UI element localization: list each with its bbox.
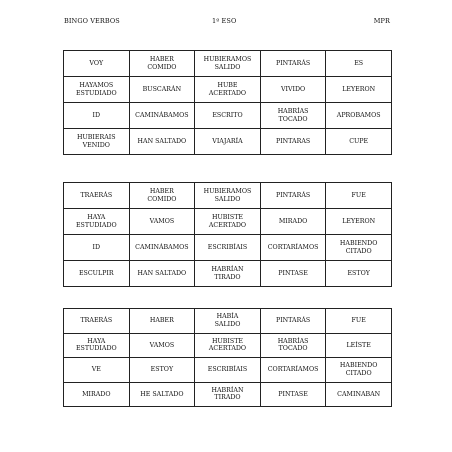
bingo-cell: CAMINABAN <box>326 382 392 407</box>
bingo-row <box>64 209 392 235</box>
bingo-cell: HE SALTADO <box>129 382 195 407</box>
bingo-row <box>64 129 392 155</box>
bingo-cell: ESCRITO <box>195 103 261 129</box>
bingo-cell: ESTOY <box>129 358 195 383</box>
bingo-row <box>64 183 392 209</box>
bingo-cell: HABÍA SALIDO <box>195 309 261 334</box>
bingo-card-3 <box>63 308 392 407</box>
bingo-cell: HABRÍAS TOCADO <box>260 103 326 129</box>
bingo-cell: LEYERON <box>326 77 392 103</box>
bingo-card-2 <box>63 182 392 287</box>
bingo-cell: VOY <box>64 51 130 77</box>
bingo-cell: HABRÍAN TIRADO <box>195 382 261 407</box>
bingo-cell: PINTARÁS <box>260 51 326 77</box>
bingo-cell: VAMOS <box>129 333 195 358</box>
bingo-cell: LEYERON <box>326 209 392 235</box>
bingo-cell: CORTARÍAMOS <box>260 358 326 383</box>
bingo-cell: PINTARÁS <box>260 309 326 334</box>
bingo-cell: PINTARÁS <box>260 183 326 209</box>
bingo-cell: PINTASE <box>260 382 326 407</box>
bingo-row <box>64 51 392 77</box>
bingo-cell: APROBAMOS <box>326 103 392 129</box>
bingo-cell: ES <box>326 51 392 77</box>
bingo-cell: HUBIERAMOS SALIDO <box>195 51 261 77</box>
bingo-cell: PINTARAS <box>260 129 326 155</box>
bingo-cell: CAMINÁBAMOS <box>129 103 195 129</box>
bingo-cell: HUBISTE ACERTADO <box>195 333 261 358</box>
bingo-cell: VIAJARÍA <box>195 129 261 155</box>
bingo-row <box>64 235 392 261</box>
bingo-cell: FUE <box>326 183 392 209</box>
bingo-cell: HABRÍAS TOCADO <box>260 333 326 358</box>
bingo-cell: CORTARÍAMOS <box>260 235 326 261</box>
bingo-row <box>64 333 392 358</box>
bingo-cell: ESCRIBÍAIS <box>195 358 261 383</box>
bingo-row <box>64 382 392 407</box>
bingo-cell: ID <box>64 235 130 261</box>
bingo-cell: HABIENDO CITADO <box>326 235 392 261</box>
bingo-cell: HUBE ACERTADO <box>195 77 261 103</box>
bingo-row <box>64 77 392 103</box>
bingo-card-1 <box>63 50 392 155</box>
bingo-cell: HABER COMIDO <box>129 183 195 209</box>
bingo-row <box>64 261 392 287</box>
bingo-cell: BUSCARÁN <box>129 77 195 103</box>
bingo-row <box>64 309 392 334</box>
bingo-cell: HAN SALTADO <box>129 261 195 287</box>
header-title: BINGO VERBOS <box>64 17 120 25</box>
bingo-cell: ESCRIBÍAIS <box>195 235 261 261</box>
bingo-cell: LEÍSTE <box>326 333 392 358</box>
bingo-cell: HABER <box>129 309 195 334</box>
bingo-cell: ESTOY <box>326 261 392 287</box>
page-header <box>64 17 390 29</box>
bingo-cell: ID <box>64 103 130 129</box>
bingo-cell: CAMINÁBAMOS <box>129 235 195 261</box>
bingo-cell: TRAERÁS <box>64 309 130 334</box>
bingo-row <box>64 103 392 129</box>
bingo-cell: MIRADO <box>260 209 326 235</box>
bingo-cell: HUBIERAMOS SALIDO <box>195 183 261 209</box>
bingo-cell: TRAERÁS <box>64 183 130 209</box>
bingo-cell: FUE <box>326 309 392 334</box>
header-course: 1º ESO <box>212 17 237 25</box>
bingo-cell: HABIENDO CITADO <box>326 358 392 383</box>
bingo-cell: HAN SALTADO <box>129 129 195 155</box>
bingo-cell: VAMOS <box>129 209 195 235</box>
bingo-cell: HABRÍAN TIRADO <box>195 261 261 287</box>
header-author-initials: MPR <box>373 17 390 25</box>
bingo-cell: VE <box>64 358 130 383</box>
bingo-cell: HUBIERAIS VENIDO <box>64 129 130 155</box>
bingo-cell: HAYAMOS ESTUDIADO <box>64 77 130 103</box>
bingo-cell: HAYA ESTUDIADO <box>64 209 130 235</box>
bingo-cell: ESCULPIR <box>64 261 130 287</box>
bingo-cell: MIRADO <box>64 382 130 407</box>
bingo-cell: PINTASE <box>260 261 326 287</box>
bingo-row <box>64 358 392 383</box>
bingo-cell: CUPE <box>326 129 392 155</box>
bingo-cell: HAYA ESTUDIADO <box>64 333 130 358</box>
bingo-cell: HUBISTE ACERTADO <box>195 209 261 235</box>
bingo-cell: HABER COMIDO <box>129 51 195 77</box>
bingo-cell: VIVIDO <box>260 77 326 103</box>
